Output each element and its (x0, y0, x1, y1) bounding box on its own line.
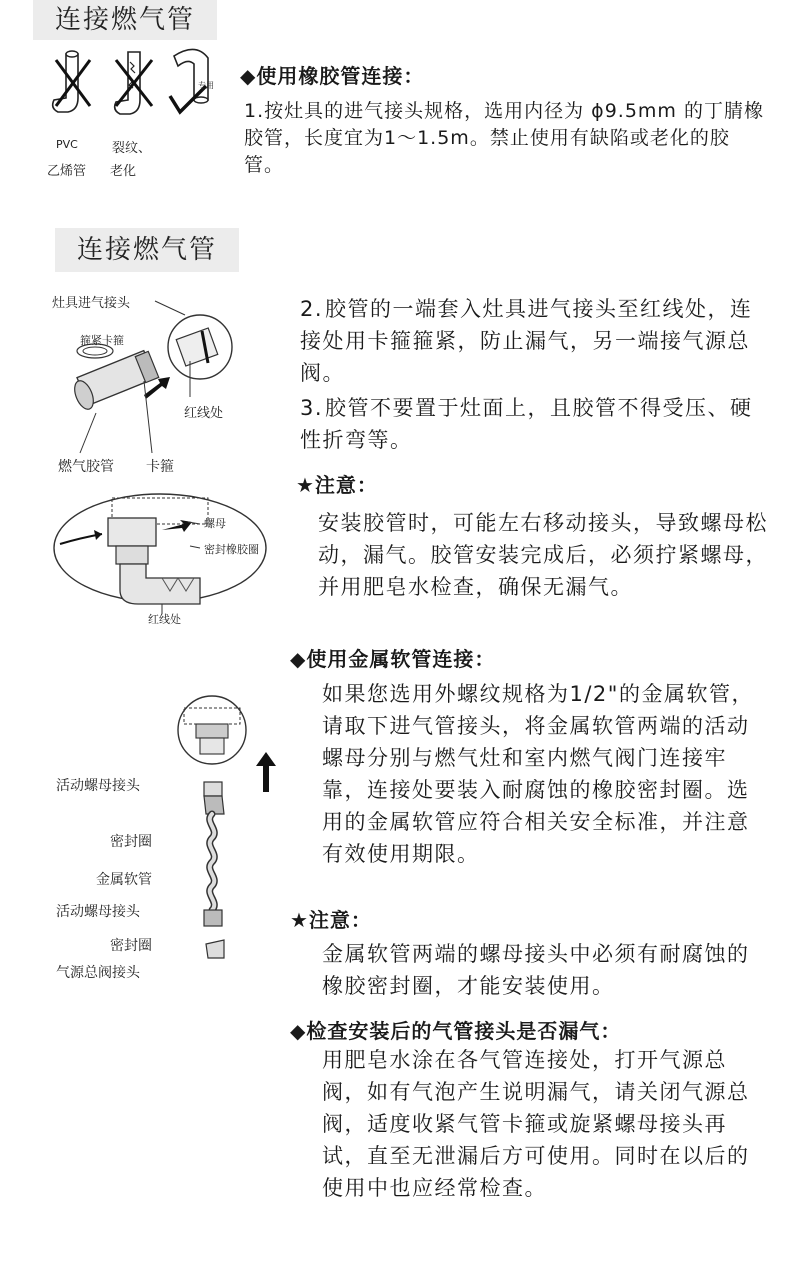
seal1-label: 密封圈 (110, 834, 152, 850)
section2-title: 连接燃气管 (55, 228, 239, 272)
nut-seal-diagram (50, 490, 280, 630)
crack-label-1: 裂纹、 (112, 141, 152, 156)
inlet-label: 灶具进气接头 (52, 296, 131, 311)
metal-hose-diagram (170, 690, 280, 980)
pvc-pipe-crossed-icon (48, 48, 98, 128)
red-line2-label: 红线处 (148, 613, 181, 626)
check-leak-heading: ◆检查安装后的气管接头是否漏气： (290, 1019, 622, 1043)
clamp-tighten-label: 箍紧卡箍 (80, 334, 124, 347)
note2-heading: ★注意： (290, 908, 372, 932)
paragraph-3-text: 胶管不要置于灶面上，且胶管不得受压、硬性折弯等。 (300, 396, 753, 452)
note1-paragraph: 安装胶管时，可能左右移动接头，导致螺母松动，漏气。胶管安装完成后，必须拧紧螺母，并用肥皂水检查，确保无漏气。 (318, 511, 768, 599)
nut-joint2-label: 活动螺母接头 (56, 904, 140, 920)
rubber-hose-paragraph-1: 1.按灶具的进气接头规格，选用内径为 ϕ9.5mm 的丁腈橡胶管，长度宜为1～1.5m。禁止使用有缺陷或老化的胶管。 (244, 100, 764, 176)
metal-hose-label: 金属软管 (96, 872, 152, 888)
paragraph-2 (300, 293, 770, 389)
metal-hose-paragraph: 如果您选用外螺纹规格为1/2"的金属软管，请取下进气管接头，将金属软管两端的活动螺母分别与燃气灶和室内燃气阀门连接牢靠，连接处要装入耐腐蚀的橡胶密封圈。选用的金属软管应符合相关安全标准，并注意有效使用期限。 (322, 682, 754, 866)
nut-seal-label: 密封橡胶圈 (204, 543, 259, 556)
pvc-label-1: PVC (56, 138, 78, 151)
clamp-label: 卡箍 (146, 459, 174, 475)
nut-label: 螺母 (204, 517, 226, 530)
note2-paragraph: 金属软管两端的螺母接头中必须有耐腐蚀的橡胶密封圈，才能安装使用。 (322, 942, 750, 998)
dedicated-hose-check-icon (166, 44, 226, 124)
section1-title: 连接燃气管 (33, 0, 217, 40)
hose-clamp-diagram (40, 285, 260, 465)
rubber-hose-heading: ◆使用橡胶管连接： (240, 64, 425, 88)
check-leak-paragraph: 用肥皂水涂在各气管连接处，打开气源总阀，如有气泡产生说明漏气，请关闭气源总阀，适度收紧气管卡箍或旋紧螺母接头再试，直至无泄漏后方可使用。同时在以后的使用中也应经常检查。 (322, 1048, 750, 1200)
note1-heading: ★注意： (296, 473, 378, 497)
cracked-pipe-crossed-icon (108, 48, 158, 128)
up-arrow-icon (256, 752, 276, 792)
gas-hose-label: 燃气胶管 (58, 459, 114, 475)
crack-label-2: 老化 (110, 164, 137, 179)
dedicated-label: 专用 (198, 81, 214, 90)
paragraph-2-num: 2. (300, 297, 324, 321)
metal-hose-heading: ◆使用金属软管连接： (290, 647, 496, 671)
paragraph-3-num: 3. (300, 396, 324, 420)
seal2-label: 密封圈 (110, 938, 152, 954)
pvc-label-2: 乙烯管 (47, 164, 87, 179)
red-line-label: 红线处 (184, 406, 224, 421)
nut-joint1-label: 活动螺母接头 (56, 778, 140, 794)
paragraph-2-text: 胶管的一端套入灶具进气接头至红线处，连接处用卡箍箍紧，防止漏气，另一端接气源总阀。 (300, 297, 753, 385)
paragraph-3 (300, 392, 770, 456)
valve-joint-label: 气源总阀接头 (56, 965, 140, 981)
